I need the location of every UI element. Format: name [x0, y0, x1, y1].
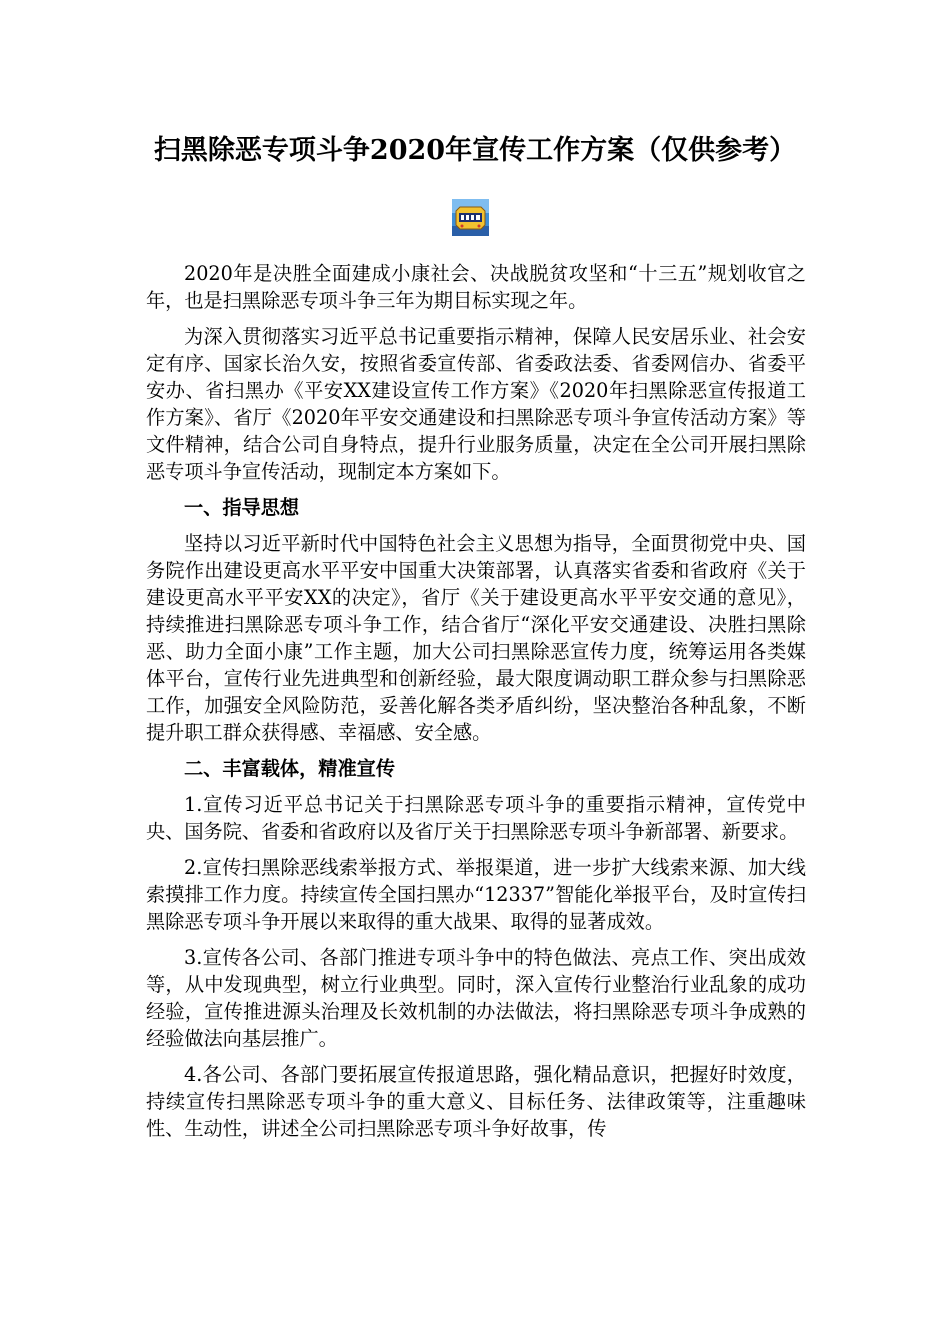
section-2-heading: 二、丰富载体，精准宣传 [184, 757, 396, 780]
intro-paragraph-1: 2020年是决胜全面建成小康社会、决战脱贫攻坚和“十三五”规划收官之年，也是扫黑除恶专项斗争三年为期目标实现之年。 [146, 262, 806, 312]
section-2-item-1: 1.宣传习近平总书记关于扫黑除恶专项斗争的重要指示精神，宣传党中央、国务院、省委和省政府以及省厅关于扫黑除恶专项斗争新部署、新要求。 [146, 793, 806, 843]
document-title: 扫黑除恶专项斗争2020年宣传工作方案（仅供参考） [153, 135, 797, 166]
section-2-item-3: 3.宣传各公司、各部门推进专项斗争中的特色做法、亮点工作、突出成效等，从中发现典型，树立行业典型。同时，深入宣传行业整治行业乱象的成功经验，宣传推进源头治理及长效机制的办法做法，将扫黑除恶专项斗争成熟的经验做法向基层推广。 [146, 946, 806, 1050]
section-1-paragraph-1: 坚持以习近平新时代中国特色社会主义思想为指导，全面贯彻党中央、国务院作出建设更高水平平安中国重大决策部署，认真落实省委和省政府《关于建设更高水平平安XX的决定》，省厅《关于建设更高水平平安交通的意见》，持续推进扫黑除恶专项斗争工作，结合省厅“深化平安交通建设、决胜扫黑除恶、助力全面小康”工作主题，加大公司扫黑除恶宣传力度，统筹运用各类媒体平台，宣传行业先进典型和创新经验，最大限度调动职工群众参与扫黑除恶工作，加强安全风险防范，妥善化解各类矛盾纠纷，坚决整治各种乱象，不断提升职工群众获得感、幸福感、安全感。 [146, 532, 806, 744]
badge-logo-icon [452, 199, 489, 236]
section-2-item-4: 4.各公司、各部门要拓展宣传报道思路，强化精品意识，把握好时效度，持续宣传扫黑除恶专项斗争的重大意义、目标任务、法律政策等，注重趣味性、生动性，讲述全公司扫黑除恶专项斗争好故事，传 [146, 1063, 806, 1140]
intro-paragraph-2: 为深入贯彻落实习近平总书记重要指示精神，保障人民安居乐业、社会安定有序、国家长治久安，按照省委宣传部、省委政法委、省委网信办、省委平安办、省扫黑办《平安XX建设宣传工作方案》《2020年扫黑除恶宣传报道工作方案》、省厅《2020年平安交通建设和扫黑除恶专项斗争宣传活动方案》等文件精神，结合公司自身特点，提升行业服务质量，决定在全公司开展扫黑除恶专项斗争宣传活动，现制定本方案如下。 [146, 325, 806, 483]
section-2-item-2: 2.宣传扫黑除恶线索举报方式、举报渠道，进一步扩大线索来源、加大线索摸排工作力度。持续宣传全国扫黑办“12337”智能化举报平台，及时宣传扫黑除恶专项斗争开展以来取得的重大战果、取得的显著成效。 [146, 856, 806, 933]
section-1-heading: 一、指导思想 [184, 496, 300, 519]
document-body [146, 260, 806, 1151]
